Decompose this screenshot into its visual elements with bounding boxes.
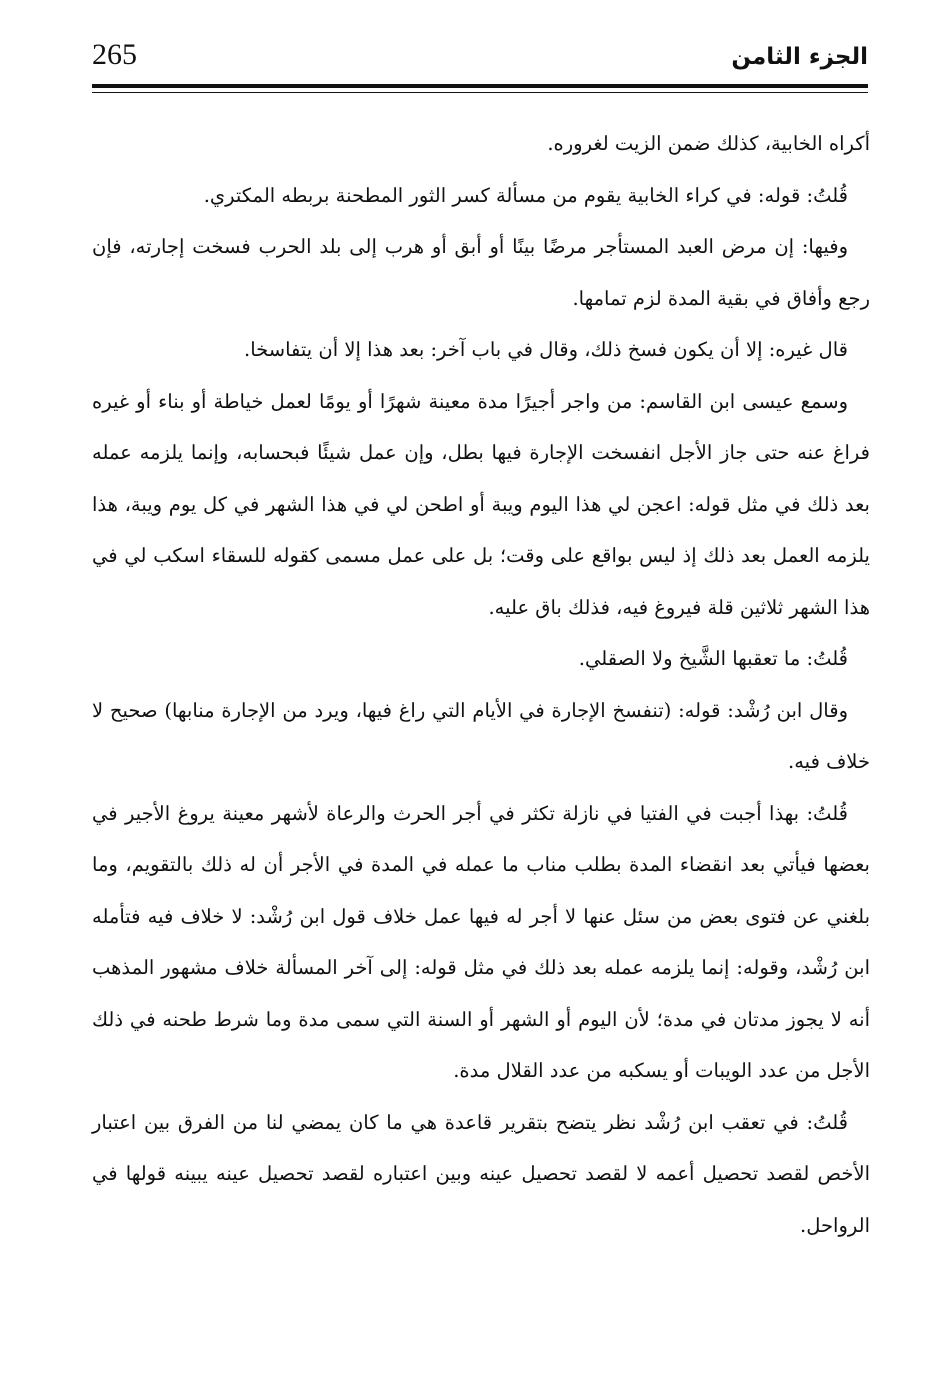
paragraph: وسمع عيسى ابن القاسم: من واجر أجيرًا مدة معينة شهرًا أو يومًا لعمل خياطة أو بناء أو غيره فراغ عنه حتى جاز الأجل انفسخت الإجارة فيها بطل، وإن عمل شيئًا فبحسابه، وإنما يلزمه عمله بعد ذلك في مثل قوله: اعجن لي هذا اليوم ويبة أو اطحن لي في هذا الشهر في كل يوم ويبة، هذا يلزمه العمل بعد ذلك إذ ليس بواقع على وقت؛ بل على عمل مسمى كقوله للسقاء اسكب لي في هذا الشهر ثلاثين قلة فيروغ فيه، فذلك باق عليه. [92, 389, 870, 619]
paragraph: أكراه الخابية، كذلك ضمن الزيت لغروره. [547, 132, 870, 155]
paragraph: قُلتُ: في تعقب ابن رُشْد نظر يتضح بتقرير قاعدة هي ما كان يمضي لنا من الفرق بين اعتبار الأخص لقصد تحصيل أعمه لا لقصد تحصيل عينه وبين اعتباره لقصد تحصيل عينه يبينه قولها في الرواحل. [92, 1110, 870, 1237]
paragraph: قُلتُ: بهذا أجبت في الفتيا في نازلة تكثر في أجر الحرث والرعاة لأشهر معينة يروغ الأجير في بعضها فيأتي بعد انقضاء المدة بطلب مناب ما عمله في المدة في الأجر أن له ذلك بالتقويم، وما بلغني عن فتوى بعض من سئل عنها لا أجر له فيها عمل خلاف قول ابن رُشْد: لا خلاف فيه فتأمله ابن رُشْد، وقوله: إنما يلزمه عمله بعد ذلك في مثل قوله: إلى آخر المسألة خلاف مشهور المذهب أنه لا يجوز مدتان في مدة؛ لأن اليوم أو الشهر أو السنة التي سمى مدة وما شرط طحنه في ذلك الأجل من عدد الويبات أو يسكبه من عدد القلال مدة. [92, 801, 870, 1082]
paragraph: وفيها: إن مرض العبد المستأجر مرضًا بينًا أو أبق أو هرب إلى بلد الحرب فسخت إجارته، فإن رجع وأفاق في بقية المدة لزم تمامها. [92, 235, 870, 310]
paragraph: وقال ابن رُشْد: قوله: (تنفسخ الإجارة في الأيام التي راغ فيها، ويرد من الإجارة منابها) صحيح لا خلاف فيه. [92, 698, 870, 773]
header-rule-thin [92, 92, 868, 93]
page-number: 265 [92, 38, 137, 71]
paragraph: قُلتُ: قوله: في كراء الخابية يقوم من مسألة كسر الثور المطحنة بربطه المكتري. [203, 183, 848, 207]
paragraph: قال غيره: إلا أن يكون فسخ ذلك، وقال في باب آخر: بعد هذا إلا أن يتفاسخا. [244, 338, 848, 361]
paragraph: قُلتُ: ما تعقبها الشَّيخ ولا الصقلي. [578, 647, 848, 670]
running-title: الجزء الثامن [731, 44, 868, 70]
header-rule-thick [92, 84, 868, 88]
body-text [92, 118, 870, 1251]
